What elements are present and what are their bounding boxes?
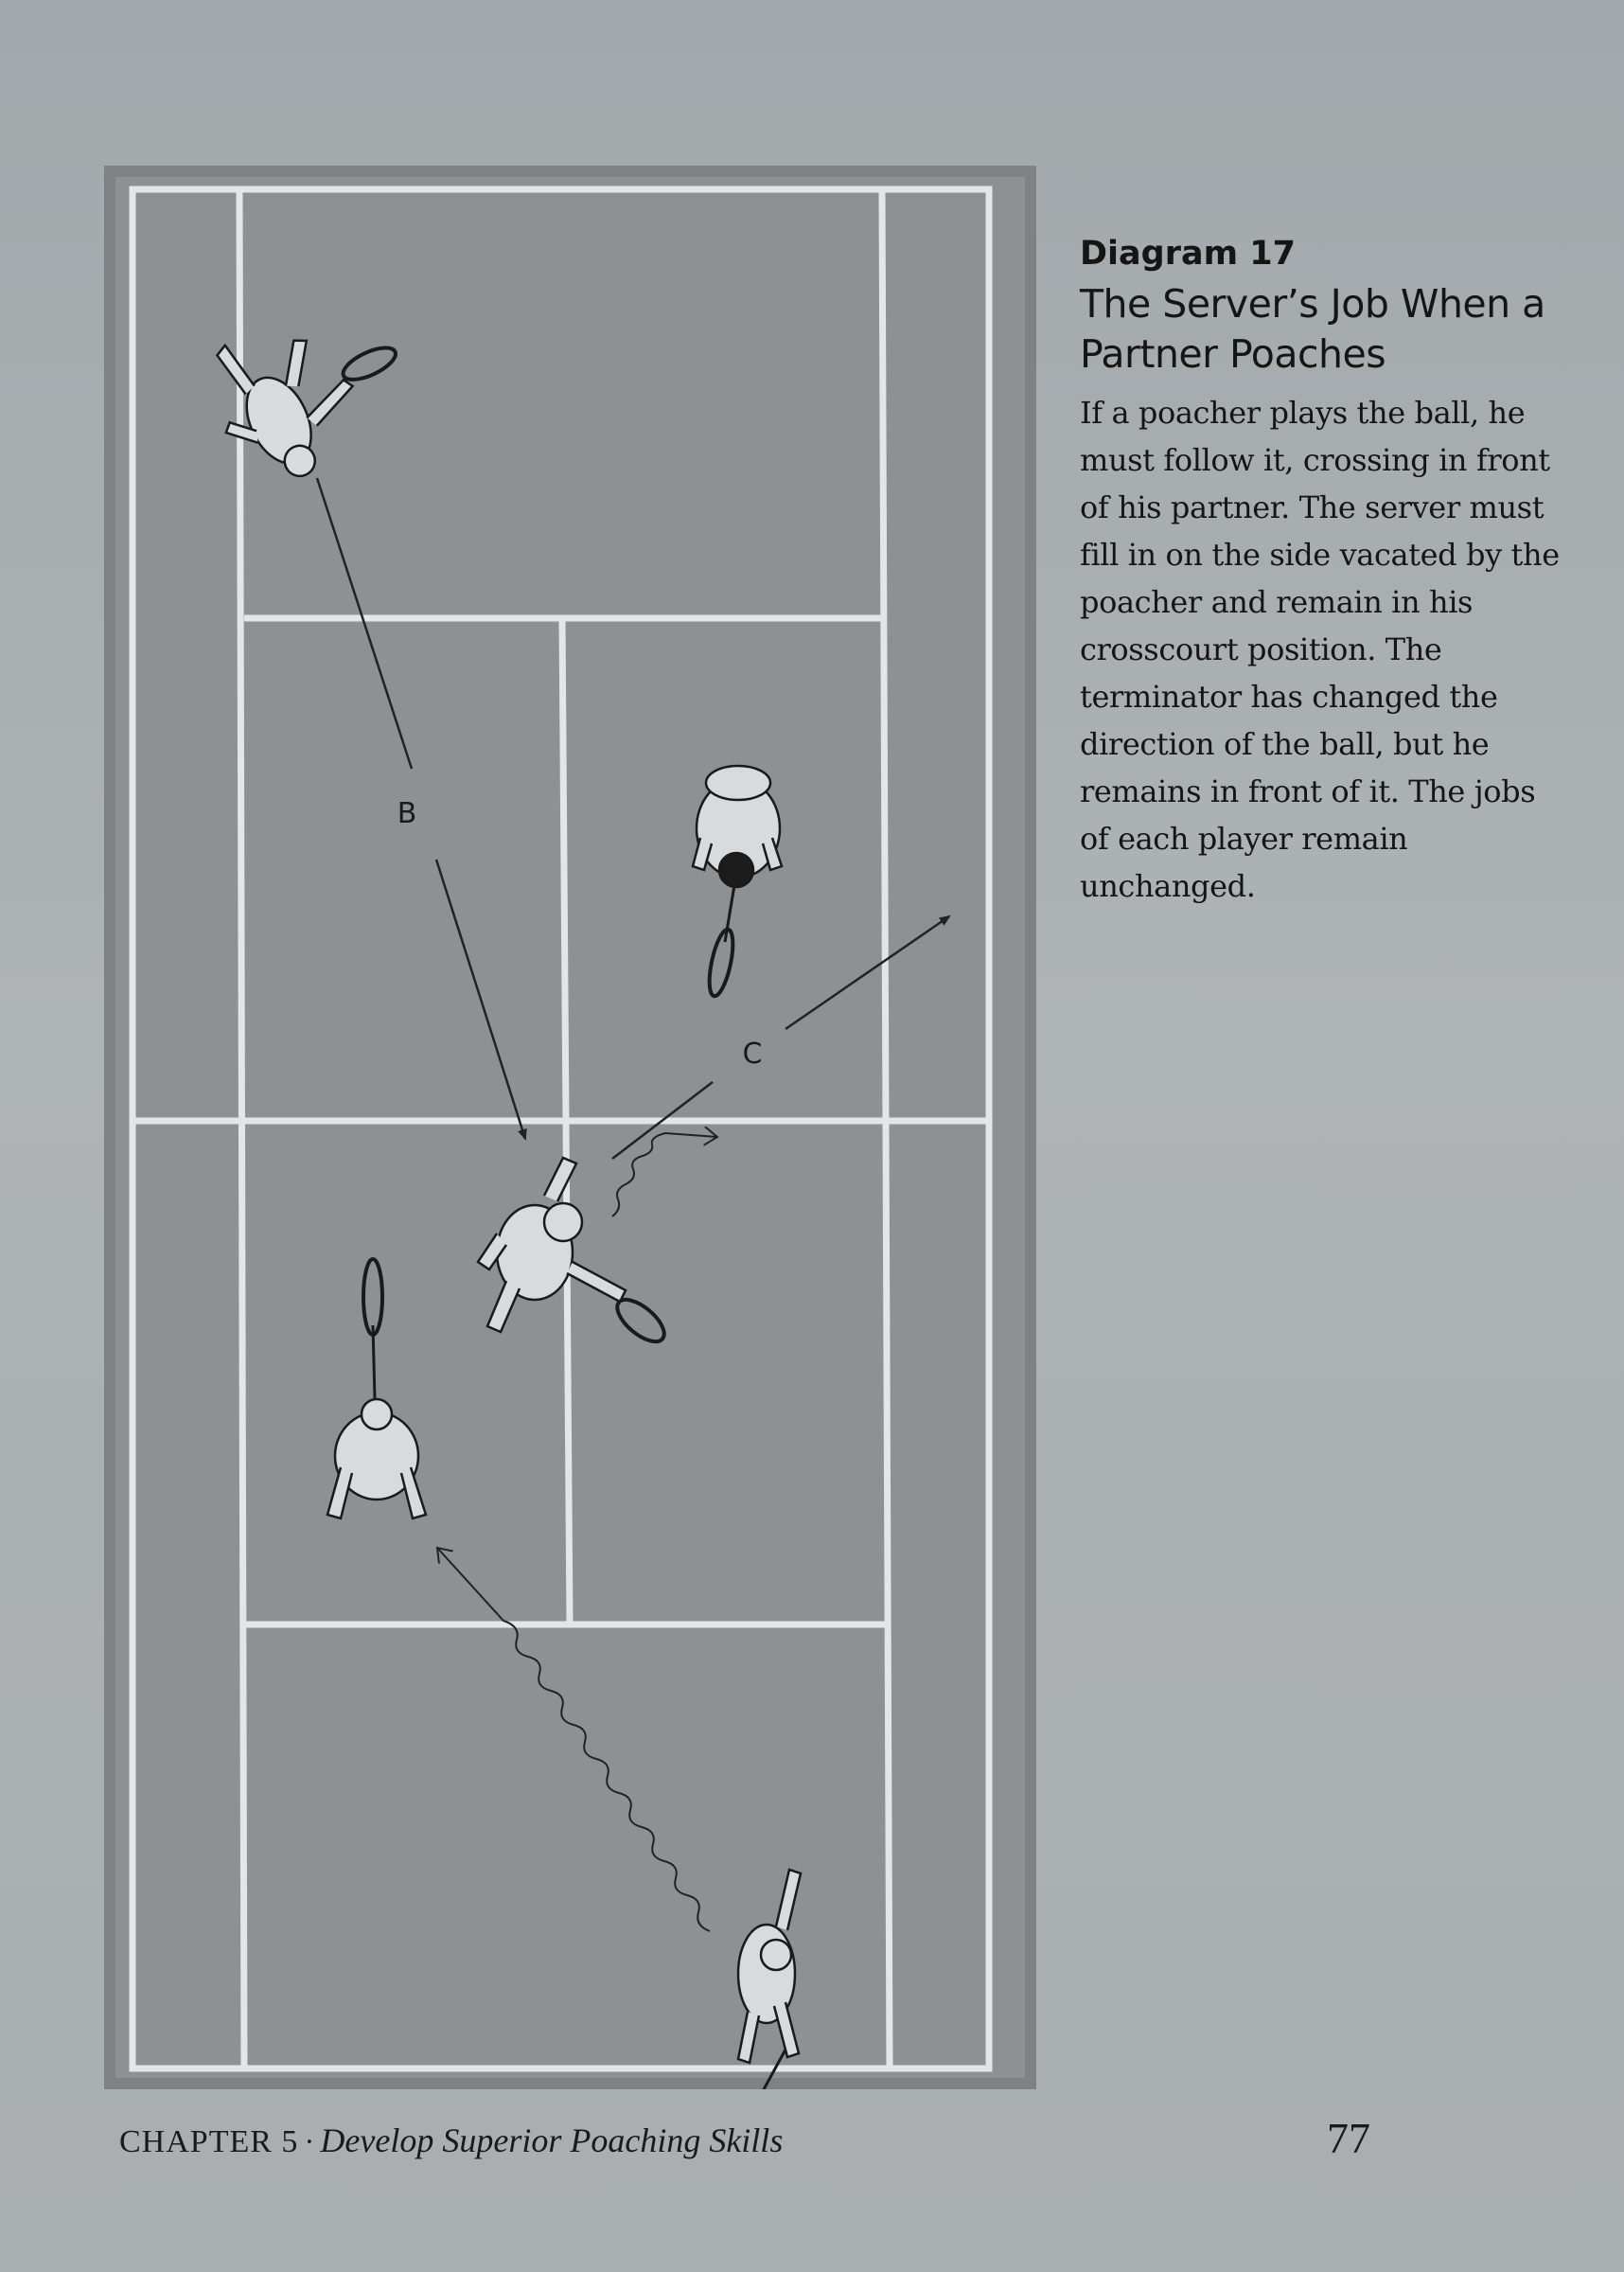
footer-separator: ·: [304, 2125, 315, 2159]
path-label-b: B: [397, 797, 417, 830]
page-number: 77: [1327, 2114, 1370, 2162]
footer-chapter: CHAPTER 5: [119, 2124, 299, 2159]
diagram-caption: [1080, 232, 1572, 910]
diagram-title: The Server’s Job When a Partner Poaches: [1080, 281, 1545, 377]
path-label-c: C: [742, 1038, 763, 1071]
diagram-description: If a poacher plays the ball, he must follow it, crossing in front of his partner. The server must fill in on the side vacated by the poacher and remain in his crosscourt position. The terminator has changed the direction of the ball, but he remains in front of it. The jobs of each player remain unchanged.: [1080, 395, 1560, 904]
running-footer: [119, 2121, 783, 2160]
footer-chapter-title: Develop Superior Poaching Skills: [320, 2121, 784, 2159]
diagram-label: Diagram 17: [1080, 235, 1296, 273]
tennis-court-diagram: [104, 166, 1036, 2089]
court-illustration: [104, 166, 1036, 2089]
